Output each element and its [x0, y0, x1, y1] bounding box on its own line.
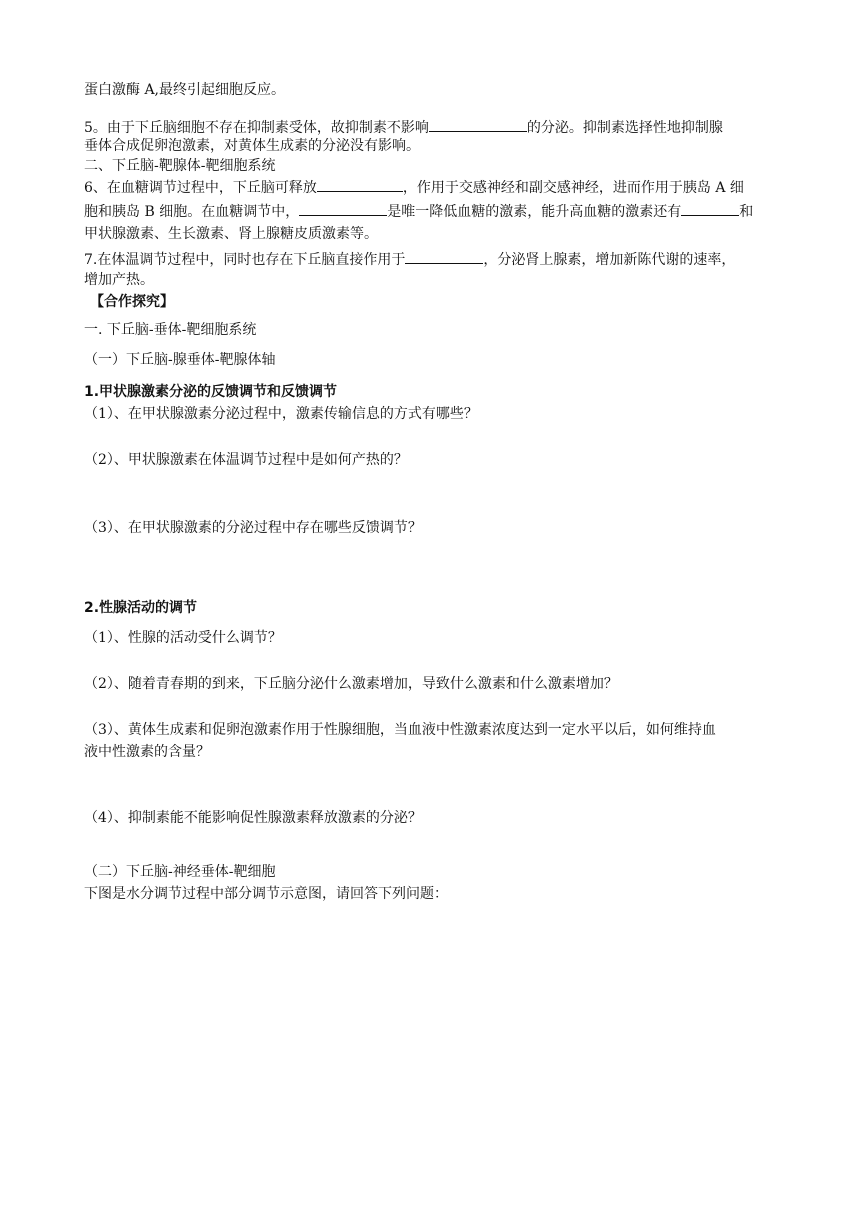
intro-line [84, 80, 285, 100]
item6-line3: 甲状腺激素、生长激素、肾上腺糖皮质激素等。 [84, 226, 378, 242]
item7-line1: 7.在体温调节过程中，同时也存在下丘脑直接作用于 ，分泌肾上腺素，增加新陈代谢的速率， [84, 248, 735, 268]
q2-sub1: （1）、性腺的活动受什么调节？ [84, 630, 282, 646]
q2-sub4: （4）、抑制素能不能影响促性腺激素释放激素的分泌？ [84, 810, 422, 826]
answer-blank[interactable] [429, 116, 527, 132]
item6-line1: 6、在血糖调节过程中，下丘脑可释放 ，作用于交感神经和副交感神经，进而作用于胰岛 A 细 [84, 176, 744, 196]
answer-blank[interactable] [405, 248, 483, 264]
q2-sub3-line2: 液中性激素的含量？ [84, 744, 210, 760]
part1-heading: 一. 下丘脑-垂体-靶细胞系统 [84, 322, 257, 338]
item7-line2: 增加产热。 [84, 272, 154, 288]
section-heading: 二、下丘脑-靶腺体-靶细胞系统 [84, 158, 276, 174]
answer-blank[interactable] [317, 176, 403, 192]
item5-line2: 垂体合成促卵泡激素，对黄体生成素的分泌没有影响。 [84, 138, 420, 154]
part2-heading: （二）下丘脑-神经垂体-靶细胞 [84, 864, 276, 880]
q1-sub2: （2）、甲状腺激素在体温调节过程中是如何产热的？ [84, 452, 408, 468]
q1-sub1: （1）、在甲状腺激素分泌过程中，激素传输信息的方式有哪些？ [84, 406, 478, 422]
part1-subheading: （一）下丘脑-腺垂体-靶腺体轴 [84, 352, 276, 368]
item6-line2: 胞和胰岛 B 细胞。在血糖调节中， 是唯一降低血糖的激素，能升高血糖的激素还有 和 [84, 200, 753, 220]
q2-sub2: （2）、随着青春期的到来，下丘脑分泌什么激素增加，导致什么激素和什么激素增加？ [84, 676, 618, 692]
answer-blank[interactable] [299, 200, 387, 216]
q1-title: 1.甲状腺激素分泌的反馈调节和反馈调节 [84, 384, 338, 400]
q2-sub3-line1: （3）、黄体生成素和促卵泡激素作用于性腺细胞，当血液中性激素浓度达到一定水平以后，如何维持血 [84, 722, 716, 738]
answer-blank[interactable] [681, 200, 739, 216]
item5-line1: 5。由于下丘脑细胞不存在抑制素受体，故抑制素不影响 的分泌。抑制素选择性地抑制腺 [84, 116, 723, 136]
coop-heading: 【合作探究】 [90, 294, 174, 310]
q2-title: 2.性腺活动的调节 [84, 600, 198, 616]
q1-sub3: （3）、在甲状腺激素的分泌过程中存在哪些反馈调节？ [84, 520, 422, 536]
intro-text: 蛋白激酶 A,最终引起细胞反应。 [84, 82, 286, 98]
part2-description: 下图是水分调节过程中部分调节示意图，请回答下列问题： [84, 886, 448, 902]
